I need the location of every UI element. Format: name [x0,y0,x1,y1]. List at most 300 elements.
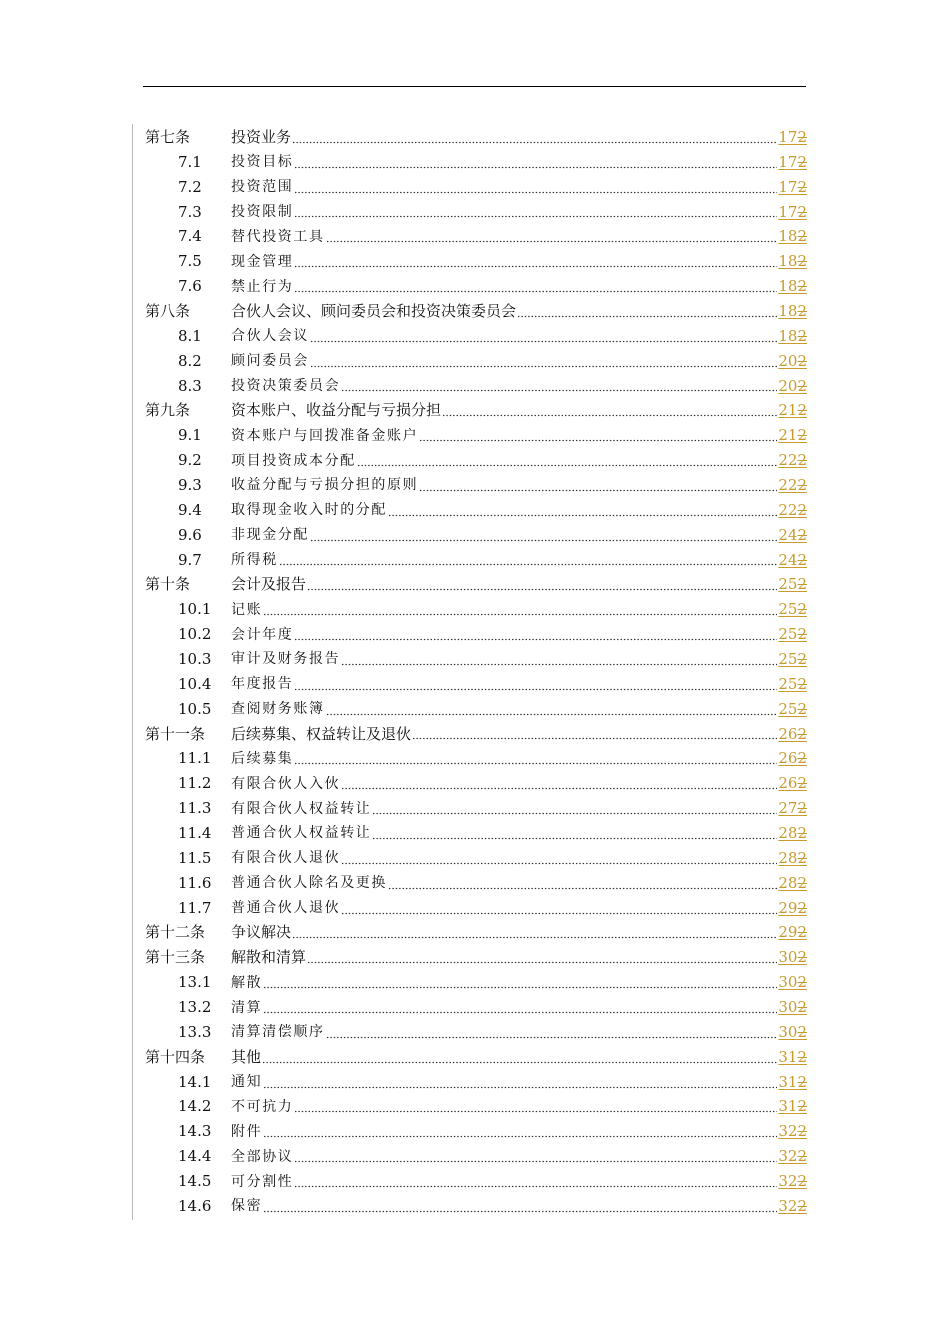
toc-dot-leader [307,578,777,591]
toc-page-link[interactable] [778,577,807,592]
toc-dot-leader [310,529,777,542]
toc-page-deleted-digit: 2 [797,301,807,320]
toc-page-deleted-digit: 2 [797,326,807,345]
toc-section-row[interactable] [145,374,807,399]
toc-page-deleted-digit: 2 [797,649,807,668]
toc-entry-title: 投资决策委员会 [231,378,341,395]
toc-page-link[interactable] [778,1099,807,1114]
toc-entry-title: 争议解决 [231,923,292,942]
toc-section-row[interactable] [145,423,807,448]
toc-entry-title: 清算清偿顺序 [231,1024,325,1041]
toc-page-number: 28 [778,823,798,842]
toc-page-link[interactable] [778,403,807,418]
toc-page-number: 17 [778,202,798,221]
toc-article-row[interactable] [145,572,807,597]
toc-page-link[interactable] [778,1174,807,1189]
toc-entry-number: 11.7 [178,898,212,917]
toc-section-row[interactable] [145,672,807,697]
toc-section-row[interactable] [145,349,807,374]
toc-dot-leader [388,877,777,890]
toc-section-row[interactable] [145,523,807,548]
toc-page-link[interactable] [778,1072,807,1091]
toc-entry-title: 投资目标 [231,154,294,171]
toc-entry-title: 有限合伙人权益转让 [231,800,372,817]
toc-page-link[interactable] [778,699,807,718]
toc-dot-leader [294,752,777,765]
toc-entry-number: 13.3 [178,1022,212,1041]
toc-page-link[interactable] [778,301,807,320]
toc-page-number: 28 [778,848,798,867]
toc-page-number: 20 [778,376,798,395]
toc-page-number: 24 [778,550,798,569]
toc-page-deleted-digit: 2 [797,1047,807,1066]
toc-section-row[interactable] [145,796,807,821]
toc-page-link[interactable] [778,602,807,617]
toc-article-row[interactable] [145,299,807,324]
toc-dot-leader [326,1026,778,1039]
toc-entry-number: 第十二条 [145,923,206,942]
toc-page-deleted-digit: 2 [797,923,807,942]
toc-article-row[interactable] [145,398,807,423]
toc-page-deleted-digit: 2 [797,401,807,420]
toc-dot-leader [294,1150,777,1163]
toc-page-deleted-digit: 2 [797,799,807,818]
toc-page-number: 20 [778,351,798,370]
toc-entry-number: 13.1 [178,973,212,992]
toc-page-number: 29 [778,898,798,917]
toc-page-deleted-digit: 2 [797,625,807,644]
toc-entry-title: 资本账户、收益分配与亏损分担 [231,401,442,420]
toc-page-deleted-digit: 2 [797,525,807,544]
toc-page-deleted-digit: 2 [797,500,807,519]
toc-entry-number: 11.1 [178,749,212,768]
toc-page-number: 31 [778,1047,798,1066]
toc-page-deleted-digit: 2 [797,1172,807,1191]
toc-entry-title: 合伙人会议 [231,328,309,345]
toc-entry-title: 后续募集 [231,750,294,767]
toc-entry-number: 14.5 [178,1172,212,1191]
toc-section-row[interactable] [145,995,807,1020]
toc-entry-title: 所得税 [231,552,278,569]
toc-page-link[interactable] [778,950,807,965]
toc-entry-title: 记账 [231,601,263,618]
toc-section-row[interactable] [145,1169,807,1194]
toc-entry-title: 禁止行为 [231,278,294,295]
toc-page-link[interactable] [778,751,807,766]
toc-entry-title: 可分割性 [231,1173,294,1190]
toc-page-link[interactable] [778,776,807,791]
toc-dot-leader [294,1175,777,1188]
toc-entry-number: 10.4 [178,674,212,693]
toc-page-deleted-digit: 2 [797,152,807,171]
toc-page-number: 25 [778,699,798,718]
toc-page-link[interactable] [778,229,807,244]
toc-page-link[interactable] [778,254,807,269]
toc-entry-number: 11.2 [178,774,212,793]
toc-dot-leader [263,1001,777,1014]
toc-page-link[interactable] [778,177,807,196]
toc-entry-number: 14.3 [178,1122,212,1141]
toc-page-deleted-digit: 2 [797,475,807,494]
toc-page-deleted-digit: 2 [797,749,807,768]
toc-page-deleted-digit: 2 [797,376,807,395]
toc-page-deleted-digit: 2 [797,575,807,594]
toc-entry-title: 通知 [231,1074,263,1091]
toc-page-deleted-digit: 2 [797,674,807,693]
toc-article-row[interactable] [145,125,807,150]
toc-dot-leader [262,1051,777,1064]
toc-page-link[interactable] [778,898,807,917]
toc-entry-number: 8.1 [178,326,202,345]
toc-page-link[interactable] [778,500,807,519]
toc-page-number: 18 [778,301,798,320]
toc-entry-title: 清算 [231,999,263,1016]
toc-entry-number: 9.2 [178,451,202,470]
toc-page-number: 32 [778,1196,798,1215]
toc-page-deleted-digit: 2 [797,1147,807,1166]
toc-dot-leader [326,230,778,243]
toc-page-number: 26 [778,724,798,743]
toc-page-number: 32 [778,1147,798,1166]
toc-entry-number: 9.6 [178,525,202,544]
toc-page-deleted-digit: 2 [797,177,807,196]
toc-entry-title: 普通合伙人除名及更换 [231,875,387,892]
toc-entry-number: 7.4 [178,227,202,246]
toc-dot-leader [263,1200,777,1213]
toc-page-number: 18 [778,227,798,246]
toc-page-number: 32 [778,1172,798,1191]
toc-section-row[interactable] [145,647,807,672]
toc-dot-leader [263,1125,777,1138]
toc-dot-leader [292,926,777,939]
toc-entry-title: 非现金分配 [231,527,309,544]
toc-entry-number: 第十四条 [145,1047,206,1066]
toc-page-deleted-digit: 2 [797,1022,807,1041]
toc-dot-leader [341,902,777,915]
toc-page-number: 25 [778,600,798,619]
toc-dot-leader [341,379,777,392]
toc-section-row[interactable] [145,871,807,896]
toc-dot-leader [419,429,777,442]
toc-page-link[interactable] [778,1149,807,1164]
toc-page-number: 30 [778,948,798,967]
toc-entry-number: 7.5 [178,252,202,271]
toc-entry-number: 14.6 [178,1196,212,1215]
toc-page-number: 25 [778,625,798,644]
toc-entry-number: 10.3 [178,649,212,668]
toc-entry-number: 第九条 [145,401,191,420]
toc-page-number: 21 [778,426,798,445]
toc-page-link[interactable] [778,475,807,494]
toc-page-deleted-digit: 2 [797,1122,807,1141]
toc-section-row[interactable] [145,821,807,846]
toc-entry-title: 投资限制 [231,204,294,220]
revision-change-bar [132,124,133,1220]
toc-page-link[interactable] [778,428,807,443]
toc-page-link[interactable] [778,127,807,146]
toc-entry-number: 第八条 [145,301,191,320]
toc-entry-title: 投资业务 [231,127,292,146]
toc-entry-number: 13.2 [178,998,212,1016]
toc-page-link[interactable] [778,550,807,569]
toc-entry-title: 有限合伙人退伙 [231,850,341,867]
toc-page-deleted-digit: 2 [797,898,807,917]
toc-entry-title: 解散 [231,974,263,991]
toc-section-row[interactable] [145,771,807,796]
toc-page-number: 25 [778,674,798,693]
toc-section-row[interactable] [145,1119,807,1144]
toc-entry-number: 10.1 [178,600,212,619]
toc-section-row[interactable] [145,548,807,573]
toc-entry-number: 11.3 [178,799,212,818]
toc-entry-title: 后续募集、权益转让及退伙 [231,724,412,743]
toc-page-deleted-digit: 2 [797,774,807,793]
toc-entry-number: 7.1 [178,152,202,171]
toc-page-link[interactable] [778,1047,807,1066]
toc-dot-leader [419,479,777,492]
toc-page-link[interactable] [778,801,807,816]
toc-page-link[interactable] [778,1196,807,1215]
toc-entry-title: 有限合伙人入伙 [231,775,341,792]
toc-dot-leader [372,802,777,815]
toc-entry-title: 附件 [231,1123,263,1140]
toc-page-number: 18 [778,277,798,296]
toc-article-row[interactable] [145,1045,807,1070]
toc-page-deleted-digit: 2 [797,699,807,718]
toc-entry-title: 取得现金收入时的分配 [231,502,387,519]
toc-entry-number: 14.1 [178,1072,212,1091]
toc-dot-leader [279,553,778,566]
toc-page-deleted-digit: 2 [797,600,807,619]
toc-section-row[interactable] [145,1095,807,1120]
toc-page-link[interactable] [778,674,807,693]
toc-page-deleted-digit: 2 [797,973,807,992]
table-of-contents [145,125,807,1219]
toc-page-deleted-digit: 2 [797,1196,807,1215]
toc-section-row[interactable] [145,697,807,722]
toc-entry-number: 10.2 [178,625,212,644]
toc-section-row[interactable] [145,473,807,498]
toc-section-row[interactable] [145,249,807,274]
toc-page-link[interactable] [778,1000,807,1015]
toc-dot-leader [307,951,777,964]
toc-entry-number: 11.4 [178,823,212,842]
toc-page-number: 22 [778,451,798,470]
toc-entry-title: 合伙人会议、顾问委员会和投资决策委员会 [231,301,517,320]
toc-entry-title: 普通合伙人权益转让 [231,825,372,842]
toc-page-link[interactable] [778,627,807,642]
toc-page-number: 26 [778,774,798,793]
toc-page-number: 22 [778,475,798,494]
toc-entry-number: 11.5 [178,848,212,867]
toc-dot-leader [294,181,777,194]
toc-dot-leader [294,205,777,218]
toc-page-deleted-digit: 2 [797,202,807,221]
toc-dot-leader [294,678,777,691]
toc-section-row[interactable] [145,1194,807,1219]
toc-dot-leader [294,1100,777,1113]
toc-page-deleted-digit: 2 [797,873,807,892]
toc-page-link[interactable] [778,975,807,990]
toc-section-row[interactable] [145,175,807,200]
toc-entry-title: 收益分配与亏损分担的原则 [231,477,419,494]
toc-page-link[interactable] [778,351,807,370]
toc-dot-leader [357,454,778,467]
toc-section-row[interactable] [145,324,807,349]
toc-page-number: 26 [778,749,798,768]
toc-article-row[interactable] [145,921,807,946]
toc-page-number: 30 [778,998,798,1016]
toc-page-link[interactable] [778,823,807,842]
toc-page-number: 17 [778,152,798,171]
toc-dot-leader [341,852,777,865]
toc-dot-leader [372,827,777,840]
toc-page-deleted-digit: 2 [797,426,807,445]
toc-page-link[interactable] [778,152,807,171]
toc-page-deleted-digit: 2 [797,127,807,146]
toc-article-row[interactable] [145,722,807,747]
toc-section-row[interactable] [145,150,807,175]
toc-page-deleted-digit: 2 [797,351,807,370]
toc-page-deleted-digit: 2 [797,998,807,1016]
toc-page-number: 25 [778,649,798,668]
toc-dot-leader [310,330,777,343]
toc-entry-title: 顾问委员会 [231,353,309,370]
toc-page-deleted-digit: 2 [797,948,807,967]
toc-page-deleted-digit: 2 [797,1072,807,1091]
toc-page-link[interactable] [778,1124,807,1139]
toc-dot-leader [517,305,777,318]
toc-page-link[interactable] [778,925,807,940]
toc-page-link[interactable] [778,279,807,294]
toc-entry-number: 8.3 [178,376,202,395]
toc-dot-leader [263,603,777,616]
toc-section-row[interactable] [145,200,807,225]
toc-page-number: 30 [778,1022,798,1041]
toc-dot-leader [388,504,777,517]
toc-page-link[interactable] [778,453,807,468]
toc-page-number: 24 [778,525,798,544]
toc-page-number: 32 [778,1122,798,1141]
toc-entry-number: 第七条 [145,127,191,146]
toc-dot-leader [263,1076,777,1089]
toc-entry-number: 7.3 [178,202,202,221]
toc-page-number: 25 [778,575,798,594]
toc-article-row[interactable] [145,945,807,970]
toc-page-link[interactable] [778,525,807,544]
toc-section-row[interactable] [145,274,807,299]
toc-entry-number: 7.2 [178,177,202,196]
toc-page-number: 31 [778,1097,798,1116]
toc-entry-number: 9.7 [178,550,202,569]
toc-page-number: 27 [778,799,798,818]
toc-section-row[interactable] [145,1020,807,1045]
toc-entry-title: 资本账户与回拨准备金账户 [231,427,419,444]
toc-entry-title: 不可抗力 [231,1098,294,1115]
toc-entry-title: 解散和清算 [231,948,307,967]
toc-page-link[interactable] [778,873,807,892]
toc-entry-number: 9.3 [178,475,202,494]
toc-entry-title: 全部协议 [231,1148,294,1165]
toc-page-number: 29 [778,923,798,942]
toc-dot-leader [294,255,777,268]
toc-page-number: 28 [778,873,798,892]
toc-entry-title: 审计及财务报告 [231,651,341,668]
toc-entry-title: 会计及报告 [231,575,307,594]
toc-section-row[interactable] [145,896,807,921]
toc-page-number: 18 [778,252,798,271]
toc-page-link[interactable] [778,376,807,395]
toc-entry-title: 现金管理 [231,253,294,270]
toc-page-link[interactable] [778,848,807,867]
toc-page-deleted-digit: 2 [797,724,807,743]
toc-page-link[interactable] [778,724,807,743]
toc-entry-title: 替代投资工具 [231,228,325,245]
toc-page-number: 17 [778,127,798,146]
toc-dot-leader [292,131,777,144]
toc-entry-number: 8.2 [178,351,202,370]
toc-section-row[interactable] [145,622,807,647]
toc-entry-number: 第十一条 [145,724,206,743]
toc-page-deleted-digit: 2 [797,848,807,867]
toc-page-deleted-digit: 2 [797,550,807,569]
toc-entry-title: 其他 [231,1047,262,1066]
toc-entry-title: 查阅财务账簿 [231,701,325,718]
toc-entry-title: 项目投资成本分配 [231,452,356,469]
toc-page-deleted-digit: 2 [797,252,807,271]
toc-entry-title: 投资范围 [231,179,294,196]
toc-entry-number: 7.6 [178,277,202,296]
toc-page-number: 30 [778,973,798,992]
toc-entry-title: 会计年度 [231,626,294,643]
toc-section-row[interactable] [145,846,807,871]
toc-page-link[interactable] [778,649,807,668]
toc-page-link[interactable] [778,202,807,221]
toc-dot-leader [294,280,777,293]
toc-page-number: 31 [778,1072,798,1091]
toc-section-row[interactable] [145,1144,807,1169]
toc-entry-number: 9.1 [178,426,202,445]
toc-entry-number: 10.5 [178,699,212,718]
toc-dot-leader [326,703,778,716]
toc-section-row[interactable] [145,1070,807,1095]
toc-section-row[interactable] [145,746,807,771]
toc-dot-leader [294,156,777,169]
toc-page-number: 22 [778,500,798,519]
toc-page-number: 18 [778,326,798,345]
toc-page-number: 17 [778,177,798,196]
toc-page-link[interactable] [778,1022,807,1041]
toc-page-deleted-digit: 2 [797,1097,807,1116]
toc-page-deleted-digit: 2 [797,823,807,842]
toc-section-row[interactable] [145,498,807,523]
toc-page-number: 21 [778,401,798,420]
toc-dot-leader [412,727,777,740]
toc-dot-leader [341,777,777,790]
toc-entry-title: 年度报告 [231,676,294,693]
toc-entry-title: 保密 [231,1198,263,1215]
toc-section-row[interactable] [145,448,807,473]
toc-page-deleted-digit: 2 [797,451,807,470]
toc-entry-number: 14.2 [178,1097,212,1116]
toc-dot-leader [442,404,777,417]
toc-section-row[interactable] [145,597,807,622]
toc-dot-leader [263,976,777,989]
header-rule [143,86,806,87]
toc-page-link[interactable] [778,326,807,345]
toc-section-row[interactable] [145,970,807,995]
toc-section-row[interactable] [145,224,807,249]
